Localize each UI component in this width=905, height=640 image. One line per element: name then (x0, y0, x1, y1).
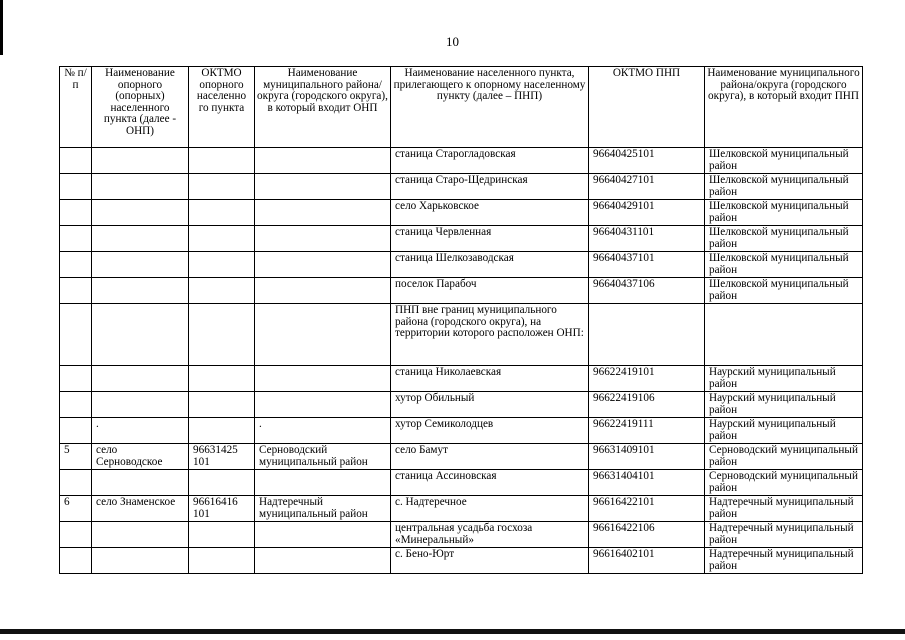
table-row (60, 252, 863, 278)
cell-oktmo-onp (189, 148, 255, 174)
cell-municipality-onp (255, 148, 391, 174)
cell-oktmo-onp (189, 252, 255, 278)
page-number: 10 (446, 34, 459, 49)
cell-municipality-onp (255, 278, 391, 304)
table-row (60, 226, 863, 252)
cell-municipality-pnp: Надтеречный муниципальный район (705, 548, 863, 574)
cell-oktmo-pnp: 96640431101 (589, 226, 705, 252)
cell-municipality-pnp: Надтеречный муниципальный район (705, 522, 863, 548)
cell-oktmo-onp (189, 470, 255, 496)
cell-pnp: село Харьковское (391, 200, 589, 226)
cell-oktmo-onp (189, 200, 255, 226)
cell-onp (92, 366, 189, 392)
cell-oktmo-pnp: 96640425101 (589, 148, 705, 174)
cell-pnp: село Бамут (391, 444, 589, 470)
cell-num: 6 (60, 496, 92, 522)
cell-oktmo-onp (189, 174, 255, 200)
cell-municipality-onp (255, 522, 391, 548)
table-row (60, 148, 863, 174)
header-municipality-onp: Наименование муниципального района/округа (городского округа), в который входит ОНП (255, 67, 391, 148)
table-row (60, 392, 863, 418)
header-num: № п/п (60, 67, 92, 148)
cell-onp (92, 278, 189, 304)
cell-municipality-pnp: Шелковской муниципальный район (705, 174, 863, 200)
cell-oktmo-onp (189, 522, 255, 548)
cell-municipality-pnp: Шелковской муниципальный район (705, 252, 863, 278)
table-row (60, 548, 863, 574)
header-oktmo-onp: ОКТМО опорного населенно го пункта (189, 67, 255, 148)
cell-oktmo-pnp: 96640429101 (589, 200, 705, 226)
cell-municipality-onp: Надтеречный муниципальный район (255, 496, 391, 522)
cell-municipality-pnp: Серноводский муниципальный район (705, 470, 863, 496)
cell-onp: . (92, 418, 189, 444)
header-oktmo-pnp: ОКТМО ПНП (589, 67, 705, 148)
cell-oktmo-pnp: 96616422106 (589, 522, 705, 548)
cell-municipality-onp: Серноводский муниципальный район (255, 444, 391, 470)
cell-oktmo-pnp: 96622419101 (589, 366, 705, 392)
cell-pnp: хутор Семиколодцев (391, 418, 589, 444)
cell-onp (92, 548, 189, 574)
scan-bottom-edge (0, 629, 905, 634)
cell-oktmo-pnp: 96640427101 (589, 174, 705, 200)
cell-municipality-onp (255, 226, 391, 252)
cell-num (60, 278, 92, 304)
cell-oktmo-pnp: 96631404101 (589, 470, 705, 496)
cell-num (60, 226, 92, 252)
cell-pnp: станица Ассиновская (391, 470, 589, 496)
cell-oktmo-onp: 96616416 101 (189, 496, 255, 522)
cell-num (60, 392, 92, 418)
cell-oktmo-pnp: 96622419106 (589, 392, 705, 418)
table-header-row (60, 67, 863, 148)
cell-onp (92, 304, 189, 366)
header-onp: Наименование опорного (опорных) населенного пункта (далее - ОНП) (92, 67, 189, 148)
cell-pnp: ПНП вне границ муниципального района (городского округа), на территории которого расположен ОНП: (391, 304, 589, 366)
cell-municipality-onp: . (255, 418, 391, 444)
cell-onp (92, 470, 189, 496)
cell-onp (92, 174, 189, 200)
table-row (60, 304, 863, 366)
cell-num (60, 522, 92, 548)
cell-pnp: станица Старогладовская (391, 148, 589, 174)
cell-pnp: станица Николаевская (391, 366, 589, 392)
cell-num: 5 (60, 444, 92, 470)
cell-municipality-pnp: Наурский муниципальный район (705, 366, 863, 392)
cell-oktmo-onp (189, 278, 255, 304)
cell-num (60, 548, 92, 574)
cell-onp: село Серноводское (92, 444, 189, 470)
cell-municipality-onp (255, 548, 391, 574)
cell-oktmo-onp (189, 366, 255, 392)
cell-oktmo-onp (189, 392, 255, 418)
cell-oktmo-onp (189, 418, 255, 444)
cell-oktmo-pnp (589, 304, 705, 366)
cell-municipality-onp (255, 200, 391, 226)
cell-onp (92, 522, 189, 548)
cell-num (60, 366, 92, 392)
cell-onp (92, 148, 189, 174)
cell-municipality-pnp: Шелковской муниципальный район (705, 200, 863, 226)
cell-municipality-onp (255, 252, 391, 278)
table-row (60, 444, 863, 470)
cell-oktmo-pnp: 96622419111 (589, 418, 705, 444)
cell-num (60, 418, 92, 444)
cell-oktmo-pnp: 96616422101 (589, 496, 705, 522)
cell-municipality-pnp: Шелковской муниципальный район (705, 278, 863, 304)
cell-pnp: станица Шелкозаводская (391, 252, 589, 278)
cell-pnp: станица Старо-Щедринская (391, 174, 589, 200)
cell-oktmo-onp: 96631425 101 (189, 444, 255, 470)
cell-municipality-pnp (705, 304, 863, 366)
cell-pnp: хутор Обильный (391, 392, 589, 418)
cell-municipality-onp (255, 366, 391, 392)
cell-municipality-pnp: Наурский муниципальный район (705, 392, 863, 418)
header-pnp: Наименование населенного пункта, прилегающего к опорному населенному пункту (далее – ПНП) (391, 67, 589, 148)
cell-num (60, 174, 92, 200)
cell-municipality-pnp: Наурский муниципальный район (705, 418, 863, 444)
table-row (60, 200, 863, 226)
cell-num (60, 148, 92, 174)
cell-municipality-pnp: Серноводский муниципальный район (705, 444, 863, 470)
cell-municipality-pnp: Шелковской муниципальный район (705, 148, 863, 174)
cell-oktmo-pnp: 96640437101 (589, 252, 705, 278)
cell-num (60, 252, 92, 278)
table-row (60, 366, 863, 392)
table-row (60, 496, 863, 522)
table-row (60, 470, 863, 496)
cell-onp (92, 200, 189, 226)
cell-municipality-onp (255, 470, 391, 496)
cell-onp: село Знаменское (92, 496, 189, 522)
cell-num (60, 470, 92, 496)
cell-municipality-onp (255, 304, 391, 366)
cell-municipality-onp (255, 174, 391, 200)
table-row (60, 278, 863, 304)
cell-onp (92, 392, 189, 418)
cell-oktmo-pnp: 96616402101 (589, 548, 705, 574)
cell-oktmo-pnp: 96631409101 (589, 444, 705, 470)
cell-pnp: центральная усадьба госхоза «Минеральный» (391, 522, 589, 548)
cell-pnp: с. Бено-Юрт (391, 548, 589, 574)
cell-pnp: поселок Парабоч (391, 278, 589, 304)
cell-onp (92, 252, 189, 278)
header-municipality-pnp: Наименование муниципального района/округа (городского округа), в который входит ПНП (705, 67, 863, 148)
table-row (60, 522, 863, 548)
cell-municipality-pnp: Надтеречный муниципальный район (705, 496, 863, 522)
table-row (60, 174, 863, 200)
table-row (60, 418, 863, 444)
cell-oktmo-onp (189, 226, 255, 252)
cell-municipality-onp (255, 392, 391, 418)
cell-num (60, 304, 92, 366)
settlements-table (59, 66, 863, 574)
cell-onp (92, 226, 189, 252)
cell-pnp: станица Червленная (391, 226, 589, 252)
cell-oktmo-onp (189, 304, 255, 366)
cell-municipality-pnp: Шелковской муниципальный район (705, 226, 863, 252)
cell-pnp: с. Надтеречное (391, 496, 589, 522)
cell-oktmo-pnp: 96640437106 (589, 278, 705, 304)
cell-oktmo-onp (189, 548, 255, 574)
cell-num (60, 200, 92, 226)
